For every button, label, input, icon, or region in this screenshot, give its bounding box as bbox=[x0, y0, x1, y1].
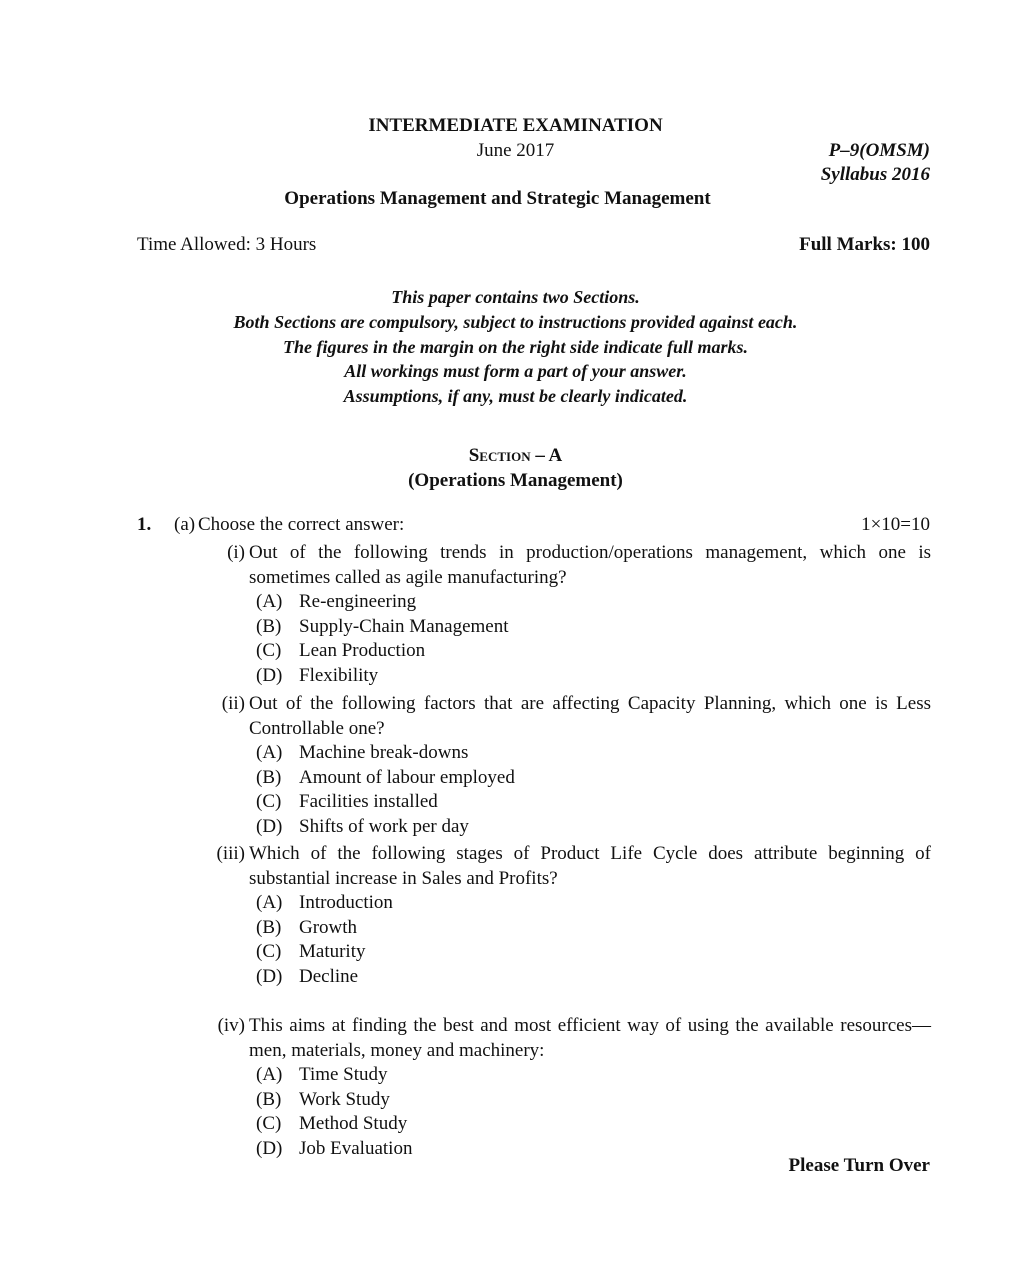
option-label: (C) bbox=[256, 640, 282, 661]
question-number: 1. bbox=[137, 514, 152, 535]
option-label: (B) bbox=[256, 916, 282, 938]
answer-option bbox=[256, 815, 931, 840]
answer-option bbox=[256, 940, 931, 965]
option-text: Amount of labour employed bbox=[299, 766, 515, 788]
option-label: (C) bbox=[256, 941, 282, 962]
option-label: (D) bbox=[256, 664, 283, 686]
instruction-line: Both Sections are compulsory, subject to instructions provided against each. bbox=[233, 311, 798, 332]
sub-question-number: (i) bbox=[227, 542, 245, 563]
sub-question bbox=[205, 692, 931, 839]
syllabus: Syllabus 2016 bbox=[820, 164, 930, 185]
sub-question bbox=[205, 842, 931, 989]
option-label: (B) bbox=[256, 615, 282, 637]
option-text: Time Study bbox=[299, 1064, 388, 1085]
instruction-line: All workings must form a part of your answer. bbox=[344, 361, 687, 382]
option-label: (D) bbox=[256, 1137, 283, 1159]
question-marks: 1×10=10 bbox=[861, 514, 930, 535]
paper-code: P–9(OMSM) bbox=[828, 140, 930, 161]
answer-option bbox=[256, 766, 931, 791]
instruction-line: This paper contains two Sections. bbox=[391, 287, 640, 307]
option-text: Maturity bbox=[299, 941, 366, 962]
answer-option bbox=[256, 741, 931, 766]
answer-option bbox=[256, 615, 931, 640]
option-text: Work Study bbox=[299, 1088, 390, 1110]
option-text: Job Evaluation bbox=[299, 1137, 413, 1159]
sub-question-text: Out of the following trends in production/operations management, which one is sometimes called as agile manufacturing? bbox=[249, 542, 931, 588]
instruction-line: The figures in the margin on the right side indicate full marks. bbox=[282, 336, 749, 357]
option-label: (D) bbox=[256, 965, 283, 987]
option-text: Supply-Chain Management bbox=[299, 615, 509, 637]
option-text: Introduction bbox=[299, 892, 393, 913]
option-label: (C) bbox=[256, 1113, 282, 1134]
answer-option bbox=[256, 965, 931, 990]
answer-option bbox=[256, 790, 931, 815]
question-part: (a) bbox=[174, 514, 196, 535]
option-label: (A) bbox=[256, 742, 283, 763]
option-label: (B) bbox=[256, 1088, 282, 1110]
answer-option bbox=[256, 639, 931, 664]
answer-option bbox=[256, 664, 931, 689]
section-subtitle: (Operations Management) bbox=[408, 470, 623, 491]
answer-option bbox=[256, 891, 931, 916]
answer-option bbox=[256, 1063, 931, 1088]
sub-question-text: Which of the following stages of Product Life Cycle does attribute beginning of substantial increase in Sales and Profits? bbox=[249, 843, 931, 889]
exam-title: INTERMEDIATE EXAMINATION bbox=[368, 115, 663, 136]
sub-question-number: (iii) bbox=[216, 843, 245, 864]
option-text: Re-engineering bbox=[299, 591, 417, 612]
option-label: (A) bbox=[256, 1064, 283, 1085]
sub-question bbox=[205, 1014, 931, 1161]
sub-question bbox=[205, 541, 931, 688]
answer-option bbox=[256, 916, 931, 941]
answer-option bbox=[256, 1112, 931, 1137]
sub-question-text: Out of the following factors that are affecting Capacity Planning, which one is Less Controllable one? bbox=[249, 693, 931, 739]
instruction-line: Assumptions, if any, must be clearly indicated. bbox=[343, 386, 688, 407]
option-text: Facilities installed bbox=[299, 791, 438, 812]
exam-date: June 2017 bbox=[476, 140, 555, 161]
question-prompt: Choose the correct answer: bbox=[198, 514, 405, 535]
option-text: Flexibility bbox=[299, 664, 379, 686]
option-label: (D) bbox=[256, 815, 283, 837]
option-text: Machine break-downs bbox=[299, 742, 469, 763]
section-title: Section – A bbox=[468, 445, 563, 466]
option-label: (A) bbox=[256, 892, 283, 913]
answer-option bbox=[256, 590, 931, 615]
sub-question-number: (ii) bbox=[221, 693, 245, 714]
option-label: (A) bbox=[256, 591, 283, 612]
time-allowed: Time Allowed: 3 Hours bbox=[137, 234, 317, 255]
option-text: Shifts of work per day bbox=[299, 815, 469, 837]
option-label: (C) bbox=[256, 791, 282, 812]
option-text: Growth bbox=[299, 916, 358, 938]
option-text: Method Study bbox=[299, 1113, 408, 1134]
sub-question-number: (iv) bbox=[217, 1015, 245, 1036]
please-turn-over: Please Turn Over bbox=[788, 1155, 930, 1176]
answer-option bbox=[256, 1088, 931, 1113]
option-label: (B) bbox=[256, 766, 282, 788]
option-text: Decline bbox=[299, 965, 359, 987]
sub-question-text: This aims at finding the best and most efficient way of using the available resources— men, materials, money and machinery: bbox=[249, 1015, 931, 1061]
subject-title: Operations Management and Strategic Management bbox=[284, 188, 711, 209]
full-marks: Full Marks: 100 bbox=[799, 234, 930, 255]
option-text: Lean Production bbox=[299, 640, 426, 661]
